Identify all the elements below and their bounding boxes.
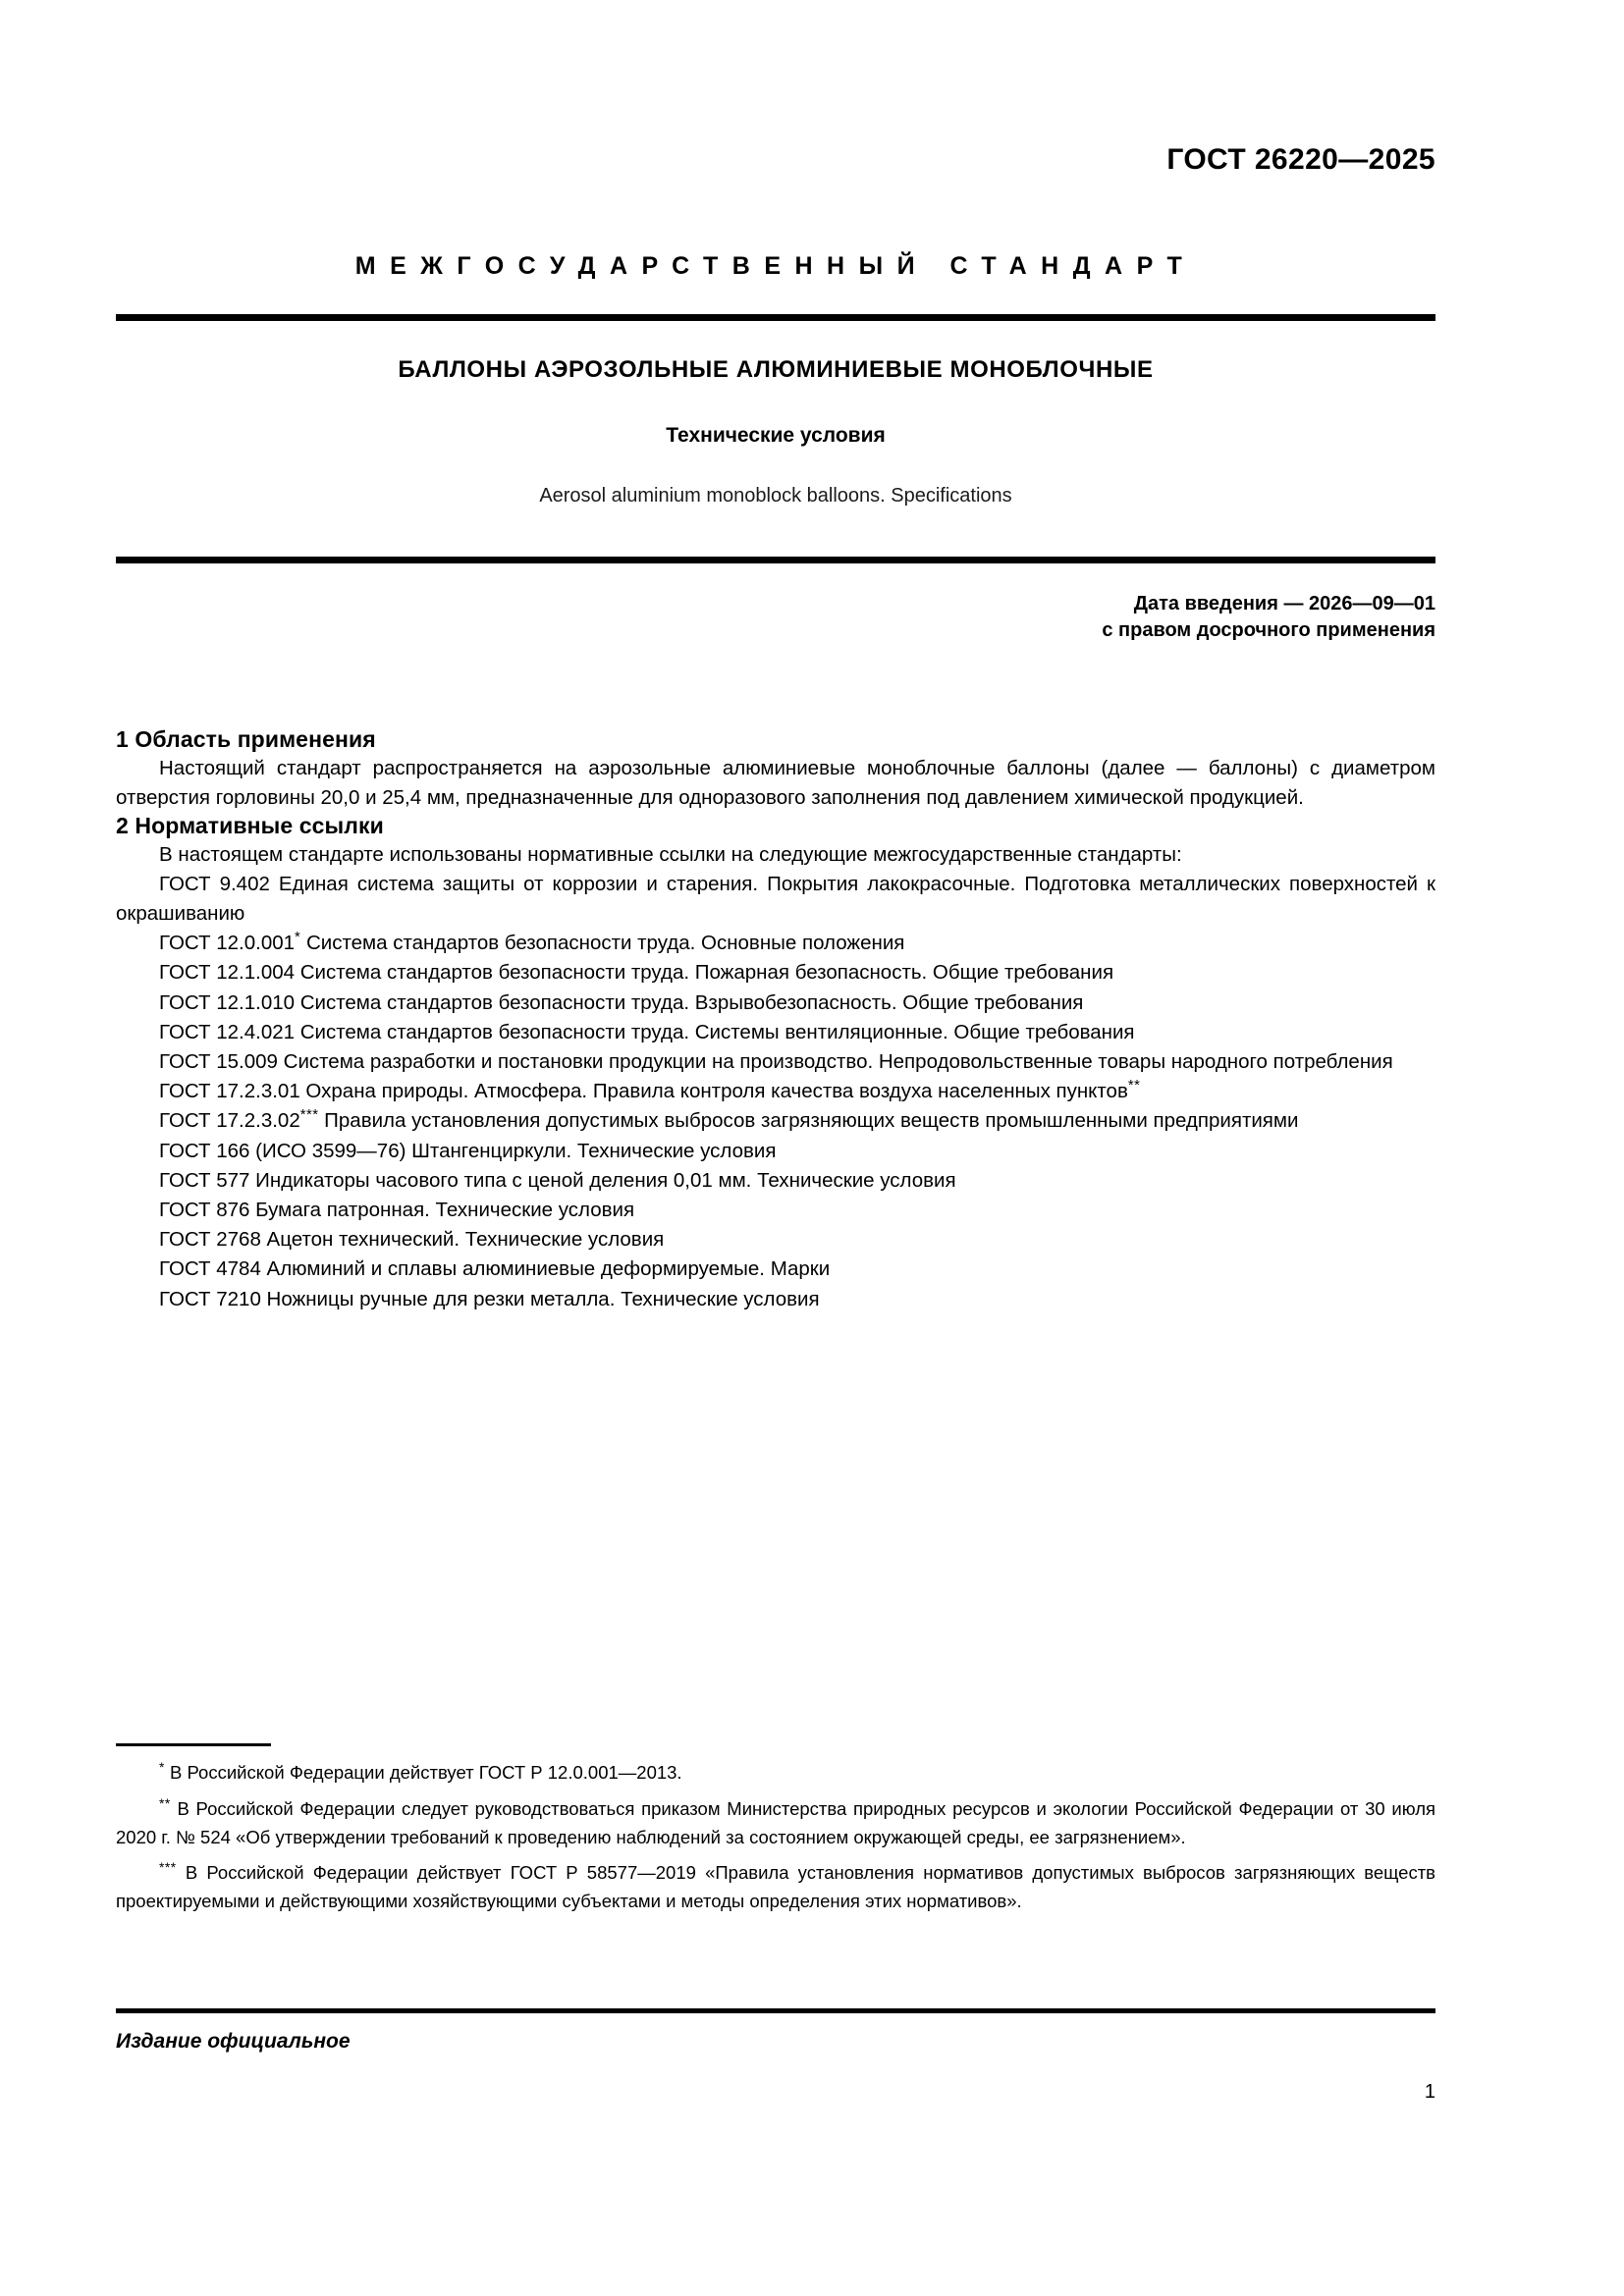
footnote-text: В Российской Федерации действует ГОСТ Р 12.0.001—2013.	[170, 1762, 682, 1783]
reference-text: ГОСТ 9.402 Единая система защиты от коррозии и старения. Покрытия лакокрасочные. Подготовка металлических поверхностей к окрашиванию	[116, 872, 1435, 925]
normative-reference-list	[116, 870, 1435, 1314]
rule-middle	[116, 557, 1435, 563]
footnotes-block	[116, 1759, 1435, 1924]
reference-text: ГОСТ 166 (ИСО 3599—76) Штангенциркули. Технические условия	[159, 1139, 777, 1162]
footnote-marker: **	[1127, 1078, 1141, 1095]
footnote-marker: ***	[159, 1859, 177, 1876]
reference-item	[116, 988, 1435, 1018]
footnote-separator	[116, 1743, 271, 1746]
footnote-marker: *	[159, 1758, 165, 1775]
page-number: 1	[1424, 2081, 1435, 2103]
introduction-date-block	[116, 591, 1435, 644]
footnote-marker: **	[159, 1794, 171, 1811]
reference-text: ГОСТ 12.4.021 Система стандартов безопасности труда. Системы вентиляционные. Общие требования	[159, 1020, 1135, 1043]
footnote-item	[116, 1795, 1435, 1852]
reference-text: ГОСТ 12.1.004 Система стандартов безопасности труда. Пожарная безопасность. Общие требования	[159, 961, 1114, 985]
reference-text: ГОСТ 7210 Ножницы ручные для резки металла. Технические условия	[159, 1287, 820, 1310]
footnote-text: В Российской Федерации следует руководствоваться приказом Министерства природных ресурсов и экологии Российской Федерации от 30 июля 2020 г. № 524 «Об утверждении требований к проведению наблюдений за состоянием окружающей среды, ее загрязнением».	[116, 1797, 1436, 1847]
reference-item	[116, 1196, 1435, 1225]
reference-text: ГОСТ 17.2.3.01 Охрана природы. Атмосфера. Правила контроля качества воздуха населенных пунктов	[159, 1080, 1128, 1103]
footnote-marker: ***	[299, 1107, 319, 1124]
reference-item	[116, 1106, 1435, 1136]
introduction-date-line: Дата введения — 2026—09—01	[1133, 593, 1435, 614]
interstate-standard-header: МЕЖГОСУДАРСТВЕННЫЙ СТАНДАРТ	[354, 252, 1197, 280]
reference-item	[116, 929, 1435, 958]
reference-text: ГОСТ 17.2.3.02	[159, 1109, 300, 1133]
reference-item	[116, 958, 1435, 988]
footnote-item	[116, 1759, 1435, 1788]
reference-item	[116, 1077, 1435, 1106]
reference-item	[116, 1137, 1435, 1166]
footnote-item	[116, 1859, 1435, 1916]
page-subtitle: Технические условия	[666, 424, 886, 447]
document-body	[116, 726, 1435, 1314]
official-edition-label: Издание официальное	[116, 2030, 351, 2053]
reference-text: ГОСТ 577 Индикаторы часового типа с ценой деления 0,01 мм. Технические условия	[159, 1168, 956, 1192]
rule-bottom	[116, 2008, 1435, 2013]
section-1-heading: 1 Область применения	[116, 726, 376, 752]
reference-item	[116, 1166, 1435, 1196]
reference-item	[116, 1047, 1435, 1077]
reference-item	[116, 870, 1435, 929]
rule-top	[116, 314, 1435, 321]
reference-text-tail: Правила установления допустимых выбросов загрязняющих веществ промышленными предприятиями	[318, 1109, 1299, 1133]
reference-text: ГОСТ 12.0.001	[159, 932, 296, 955]
page-title-english: Aerosol aluminium monoblock balloons. Specifications	[539, 485, 1012, 507]
section-2-heading: 2 Нормативные ссылки	[116, 813, 384, 838]
reference-text-tail: Система стандартов безопасности труда. Основные положения	[300, 932, 905, 955]
early-application-line: с правом досрочного применения	[1102, 619, 1435, 641]
section-2-intro-paragraph: В настоящем стандарте использованы нормативные ссылки на следующие межгосударственные стандарты:	[159, 842, 1182, 866]
reference-text: ГОСТ 12.1.010 Система стандартов безопасности труда. Взрывобезопасность. Общие требования	[159, 990, 1084, 1014]
reference-item	[116, 1225, 1435, 1255]
reference-text: ГОСТ 876 Бумага патронная. Технические условия	[159, 1199, 635, 1222]
footnote-text: В Российской Федерации действует ГОСТ Р 58577—2019 «Правила установления нормативов допустимых выбросов загрязняющих веществ проектируемыми и действующими хозяйствующими субъектами и методы определения этих нормативов».	[116, 1862, 1436, 1912]
page-title: БАЛЛОНЫ АЭРОЗОЛЬНЫЕ АЛЮМИНИЕВЫЕ МОНОБЛОЧНЫЕ	[398, 356, 1154, 383]
footnote-marker: *	[295, 930, 301, 946]
reference-text: ГОСТ 15.009 Система разработки и постановки продукции на производство. Непродовольственные товары народного потребления	[159, 1050, 1393, 1074]
reference-item	[116, 1285, 1435, 1314]
reference-text: ГОСТ 4784 Алюминий и сплавы алюминиевые деформируемые. Марки	[159, 1257, 831, 1281]
document-number: ГОСТ 26220—2025	[1166, 143, 1435, 176]
reference-text: ГОСТ 2768 Ацетон технический. Технические условия	[159, 1228, 665, 1252]
reference-item	[116, 1018, 1435, 1047]
reference-item	[116, 1255, 1435, 1284]
section-1-paragraph: Настоящий стандарт распространяется на аэрозольные алюминиевые моноблочные баллоны (далее — баллоны) с диаметром отверстия горловины 20,0 и 25,4 мм, предназначенные для одноразового заполнения под давлением химической продукцией.	[116, 756, 1435, 809]
